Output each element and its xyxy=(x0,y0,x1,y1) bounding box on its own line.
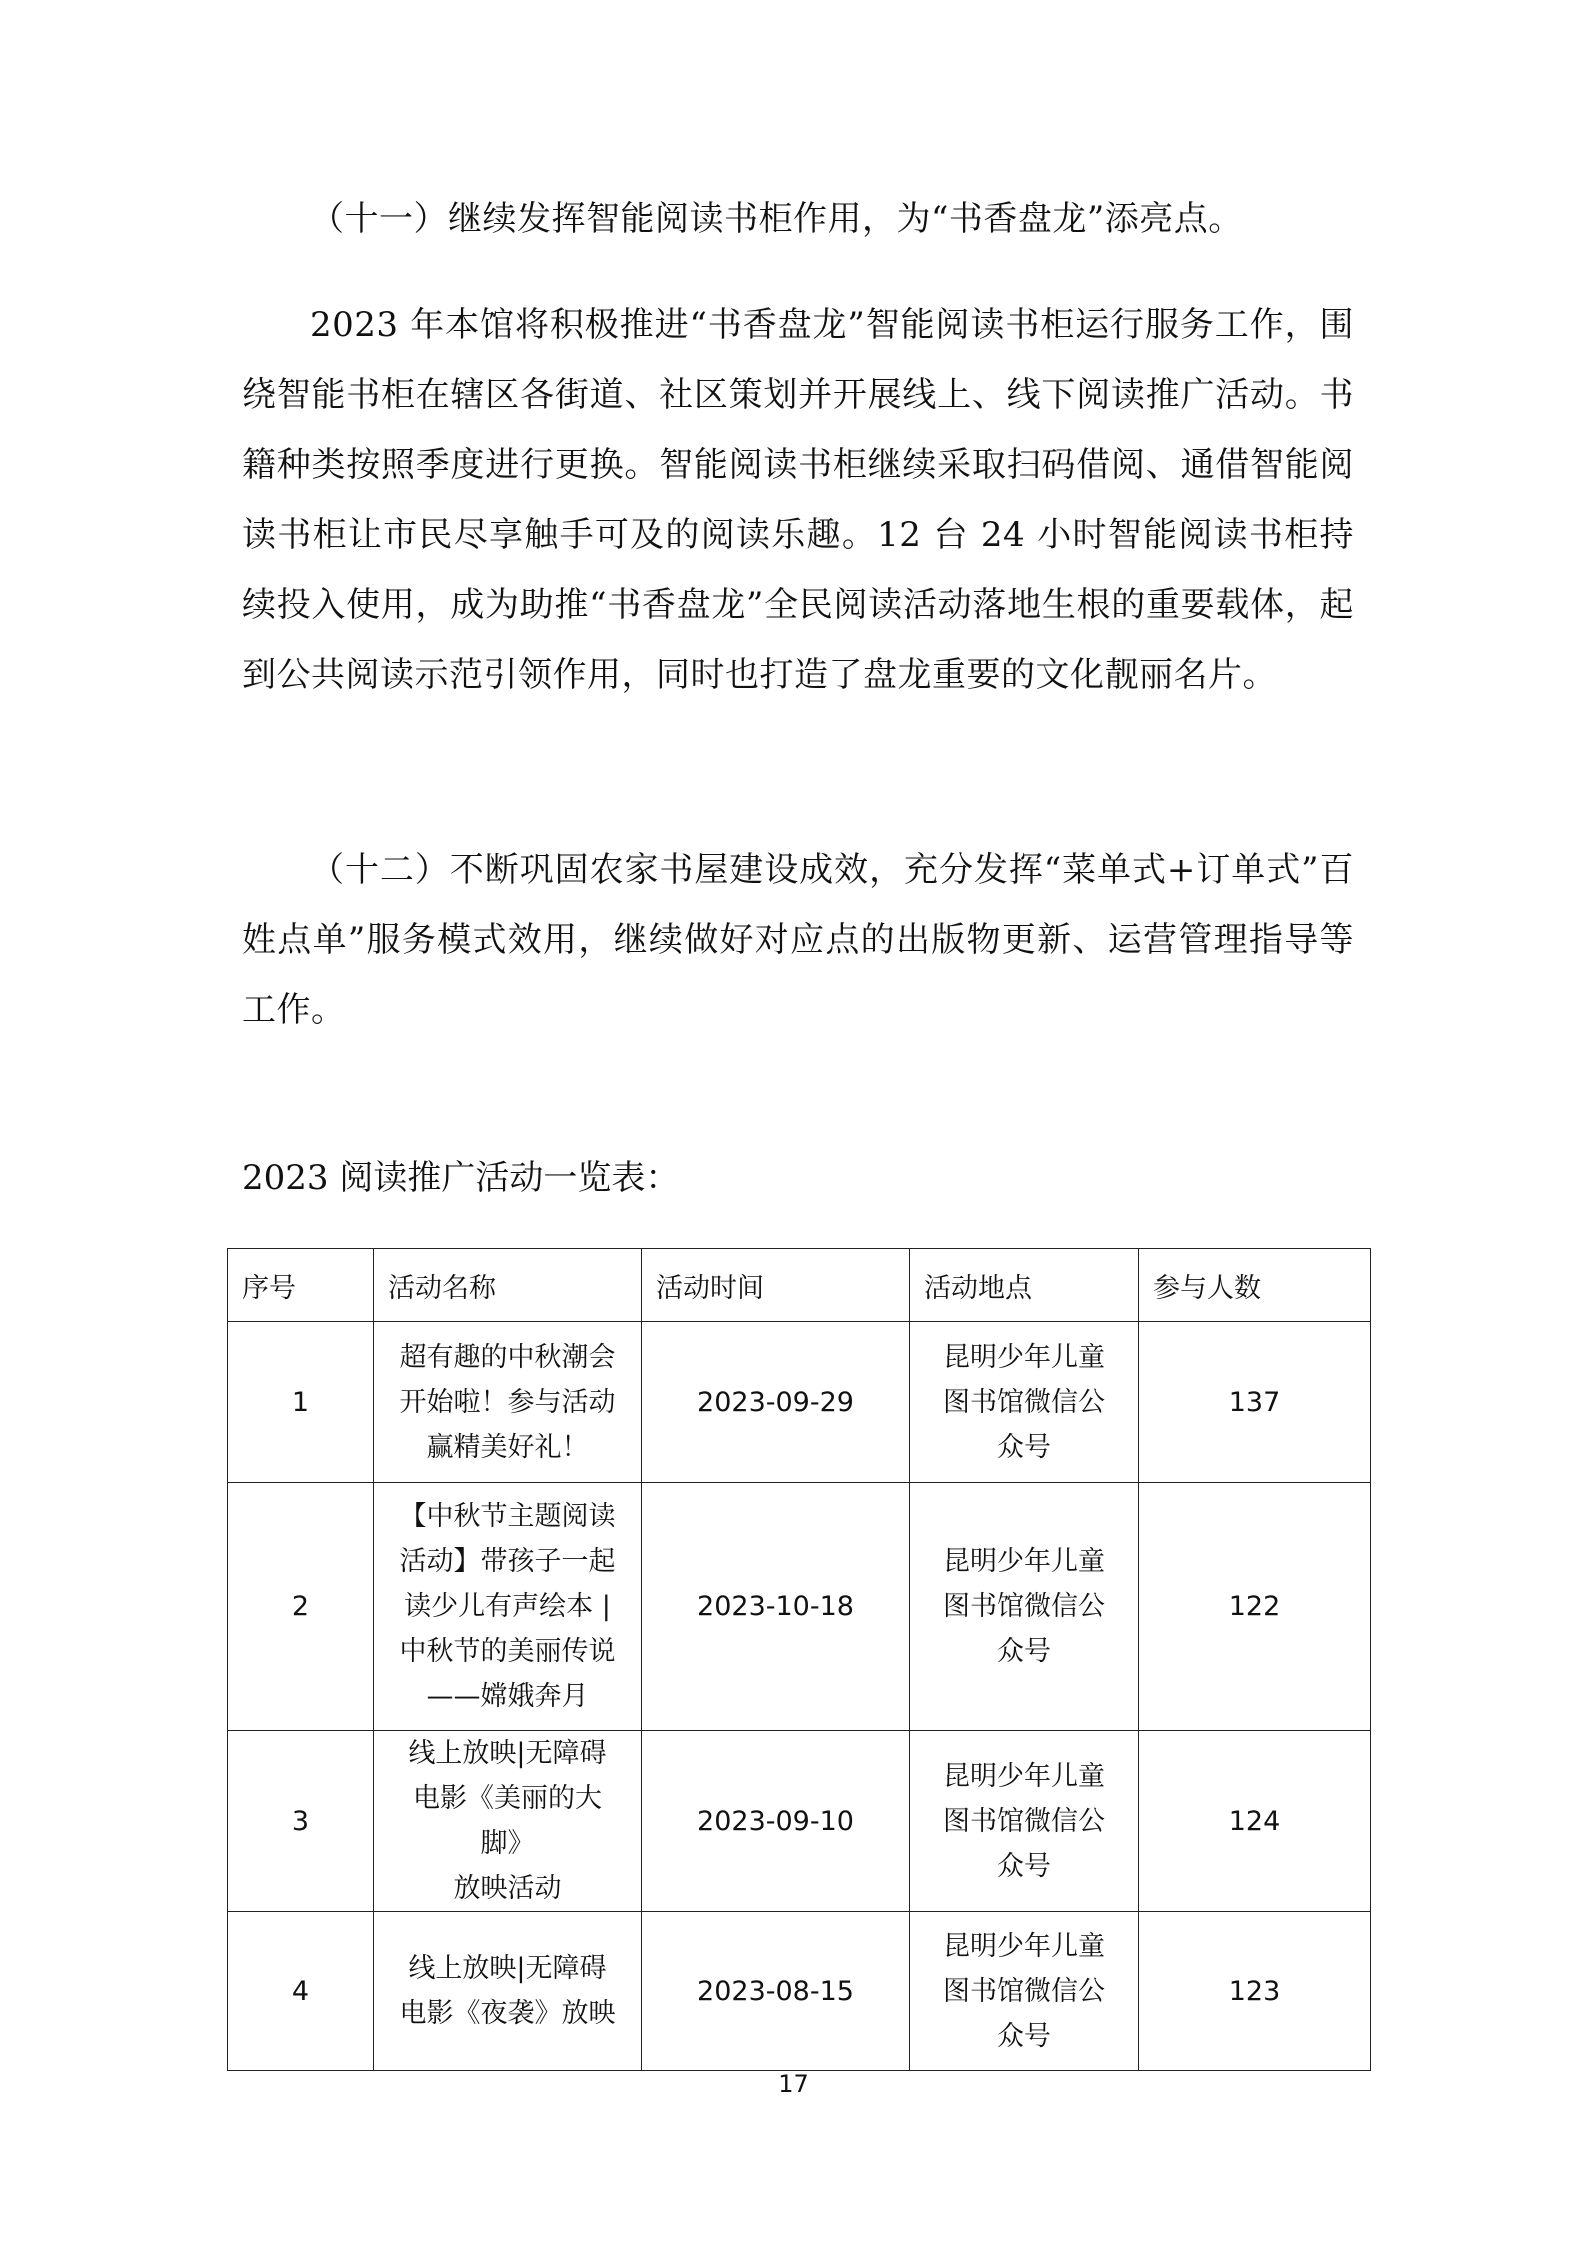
name-line: 线上放映|无障碍 xyxy=(408,1953,607,1984)
place-line: 昆明少年儿童 xyxy=(943,1760,1105,1792)
name-line: 中秋节的美丽传说 xyxy=(399,1636,616,1667)
cell-activity-place xyxy=(910,1483,1139,1731)
place-line: 众号 xyxy=(997,1850,1051,1882)
place-line: 昆明少年儿童 xyxy=(943,1546,1105,1577)
cell-activity-name xyxy=(374,1322,642,1483)
cell-serial: 2 xyxy=(228,1483,374,1731)
name-line: 电影《美丽的大脚》 xyxy=(413,1783,602,1859)
table-row xyxy=(228,1731,1371,1912)
section-heading-eleven: （十一）继续发挥智能阅读书柜作用，为“书香盘龙”添亮点。 xyxy=(310,199,1243,239)
place-line: 昆明少年儿童 xyxy=(943,1930,1105,1962)
cell-activity-place xyxy=(910,1731,1139,1912)
table-row xyxy=(228,1322,1371,1483)
place-line: 昆明少年儿童 xyxy=(943,1341,1105,1373)
place-line: 众号 xyxy=(997,2020,1051,2052)
cell-serial: 3 xyxy=(228,1731,374,1912)
cell-participants: 137 xyxy=(1139,1322,1371,1483)
cell-activity-time: 2023-08-15 xyxy=(642,1912,910,2071)
page-number: 17 xyxy=(778,2070,809,2098)
name-line: 线上放映|无障碍 xyxy=(408,1738,607,1769)
cell-participants: 123 xyxy=(1139,1912,1371,2071)
cell-activity-time: 2023-09-29 xyxy=(642,1322,910,1483)
cell-activity-place xyxy=(910,1912,1139,2071)
activities-table xyxy=(227,1248,1371,2071)
name-line: 电影《夜袭》放映 xyxy=(399,1998,616,2029)
body-paragraph-smart-bookcase: 2023 年本馆将积极推进“书香盘龙”智能阅读书柜运行服务工作，围绕智能书柜在辖区各街道、社区策划并开展线上、线下阅读推广活动。书籍种类按照季度进行更换。智能阅读书柜继续采取扫码借阅、通借智能阅读书柜让市民尽享触手可及的阅读乐趣。12 台 24 小时智能阅读书柜持续投入使用，成为助推“书香盘龙”全民阅读活动落地生根的重要载体，起到公共阅读示范引领作用，同时也打造了盘龙重要的文化靓丽名片。 xyxy=(242,305,1354,695)
name-line: 【中秋节主题阅读 xyxy=(399,1501,616,1532)
name-line: ——嫦娥奔月 xyxy=(426,1681,589,1712)
place-line: 图书馆微信公 xyxy=(943,1805,1105,1837)
place-line: 图书馆微信公 xyxy=(943,1591,1105,1622)
name-line: 赢精美好礼！ xyxy=(426,1431,589,1463)
cell-participants: 124 xyxy=(1139,1731,1371,1912)
cell-activity-name xyxy=(374,1912,642,2071)
place-line: 图书馆微信公 xyxy=(943,1975,1105,2007)
header-participants: 参与人数 xyxy=(1139,1249,1371,1322)
name-line: 读少儿有声绘本 | xyxy=(404,1591,611,1622)
table-header-row xyxy=(228,1249,1371,1322)
cell-activity-place xyxy=(910,1322,1139,1483)
table-row xyxy=(228,1912,1371,2071)
header-serial: 序号 xyxy=(228,1249,374,1322)
table-row xyxy=(228,1483,1371,1731)
cell-participants: 122 xyxy=(1139,1483,1371,1731)
name-line: 放映活动 xyxy=(453,1873,562,1904)
table-caption: 2023 阅读推广活动一览表： xyxy=(242,1158,680,1198)
section-heading-twelve: （十二）不断巩固农家书屋建设成效，充分发挥“菜单式+订单式”百姓点单”服务模式效用，继续做好对应点的出版物更新、运营管理指导等工作。 xyxy=(242,850,1354,1030)
place-line: 众号 xyxy=(997,1636,1051,1667)
place-line: 图书馆微信公 xyxy=(943,1386,1105,1418)
cell-serial: 4 xyxy=(228,1912,374,2071)
name-line: 开始啦！参与活动 xyxy=(399,1386,616,1418)
cell-activity-time: 2023-09-10 xyxy=(642,1731,910,1912)
cell-serial: 1 xyxy=(228,1322,374,1483)
name-line: 活动】带孩子一起 xyxy=(399,1546,616,1577)
header-activity-place: 活动地点 xyxy=(910,1249,1139,1322)
cell-activity-name xyxy=(374,1483,642,1731)
place-line: 众号 xyxy=(997,1431,1051,1463)
cell-activity-time: 2023-10-18 xyxy=(642,1483,910,1731)
name-line: 超有趣的中秋潮会 xyxy=(399,1341,616,1373)
cell-activity-name xyxy=(374,1731,642,1912)
header-activity-time: 活动时间 xyxy=(642,1249,910,1322)
header-activity-name: 活动名称 xyxy=(374,1249,642,1322)
